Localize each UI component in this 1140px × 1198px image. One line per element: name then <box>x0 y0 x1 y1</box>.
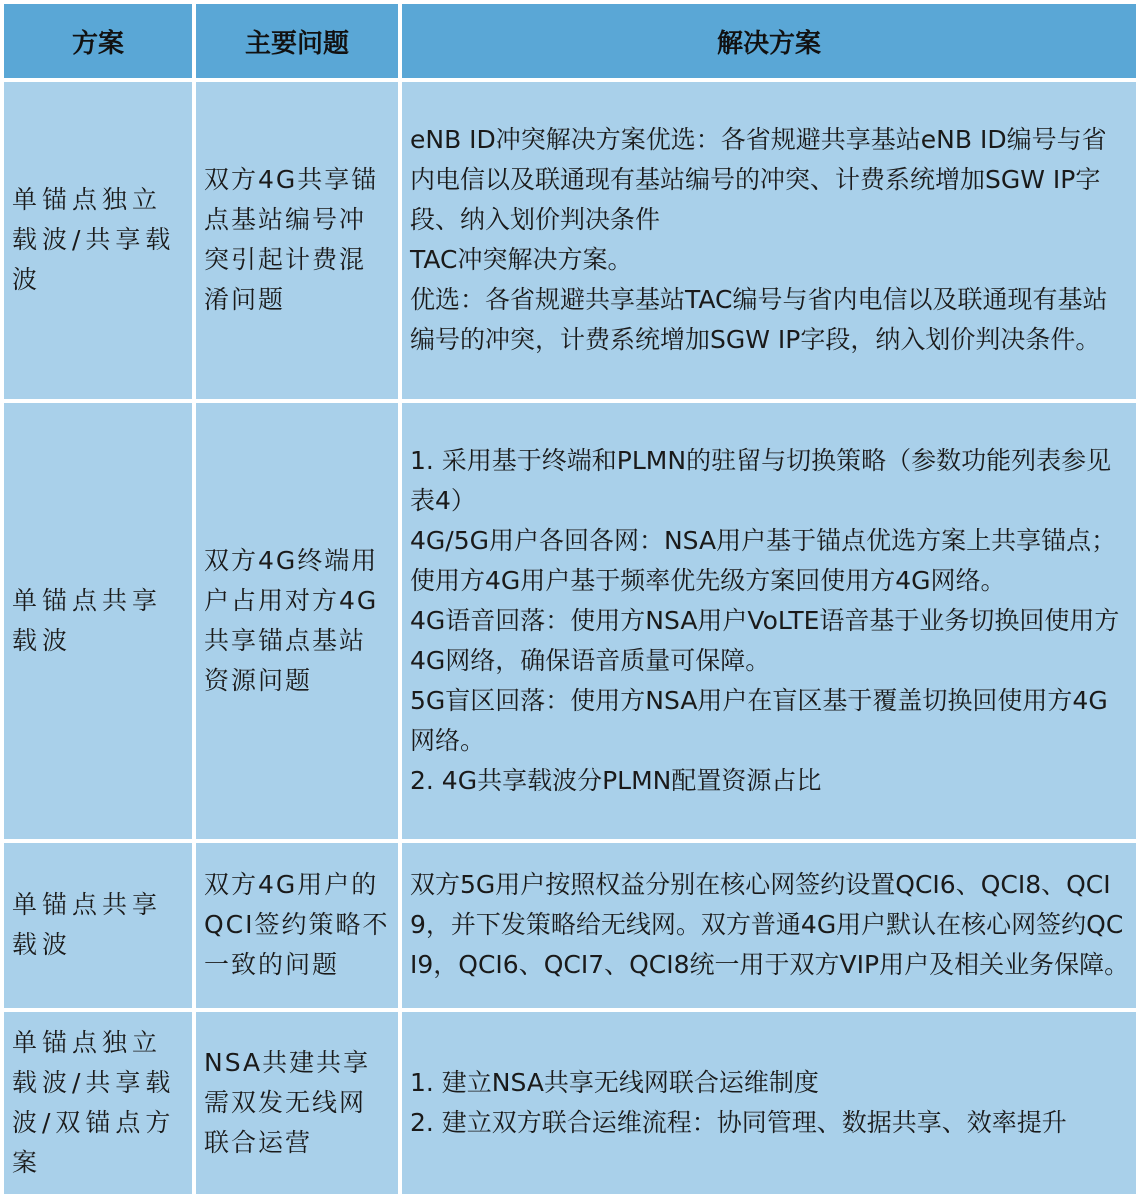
table-row <box>4 1012 1136 1194</box>
problem-cell: NSA共建共享需双发无线网联合运营 <box>196 1012 398 1194</box>
solution-line: 2. 建立双方联合运维流程：协同管理、数据共享、效率提升 <box>410 1107 1067 1137</box>
problem-cell: 双方4G终端用户占用对方4G共享锚点基站资源问题 <box>196 403 398 840</box>
solution-line: 4G/5G用户各回各网：NSA用户基于锚点优选方案上共享锚点；使用方4G用户基于频率优先级方案回使用方4G网络。 <box>410 525 1117 595</box>
solution-cell <box>402 843 1136 1007</box>
scheme-cell: 单锚点共享载波 <box>4 403 192 840</box>
header-problem: 主要问题 <box>196 4 398 78</box>
solution-line: 4G语音回落：使用方NSA用户VoLTE语音基于业务切换回使用方4G网络，确保语音质量可保障。 <box>410 605 1120 675</box>
solution-line: 2. 4G共享载波分PLMN配置资源占比 <box>410 765 822 795</box>
header-solution: 解决方案 <box>402 4 1136 78</box>
solution-line: 1. 采用基于终端和PLMN的驻留与切换策略（参数功能列表参见表4） <box>410 445 1112 515</box>
scheme-cell: 单锚点独立载波/共享载波 <box>4 82 192 399</box>
scheme-cell: 单锚点独立载波/共享载波/双锚点方案 <box>4 1012 192 1194</box>
problem-cell: 双方4G共享锚点基站编号冲突引起计费混淆问题 <box>196 82 398 399</box>
header-scheme: 方案 <box>4 4 192 78</box>
solution-line: eNB ID冲突解决方案优选：各省规避共享基站eNB ID编号与省内电信以及联通现有基站编号的冲突、计费系统增加SGW IP字段、纳入划价判决条件 <box>410 125 1107 235</box>
solution-line: 5G盲区回落：使用方NSA用户在盲区基于覆盖切换回使用方4G网络。 <box>410 685 1108 755</box>
table-row <box>4 82 1136 399</box>
solution-line: TAC冲突解决方案。 <box>410 245 633 275</box>
header-row <box>4 4 1136 78</box>
table-row <box>4 843 1136 1007</box>
scheme-cell: 单锚点共享载波 <box>4 843 192 1007</box>
solution-line: 1. 建立NSA共享无线网联合运维制度 <box>410 1067 819 1097</box>
solution-line: 双方5G用户按照权益分别在核心网签约设置QCI6、QCI8、QCI9，并下发策略给无线网。双方普通4G用户默认在核心网签约QCI9，QCI6、QCI7、QCI8统一用于双方VIP用户及相关业务保障。 <box>410 870 1130 980</box>
solution-cell <box>402 403 1136 840</box>
problem-cell: 双方4G用户的QCI签约策略不一致的问题 <box>196 843 398 1007</box>
solution-cell <box>402 1012 1136 1194</box>
table-row <box>4 403 1136 840</box>
solution-cell <box>402 82 1136 399</box>
solution-line: 优选：各省规避共享基站TAC编号与省内电信以及联通现有基站编号的冲突，计费系统增加SGW IP字段，纳入划价判决条件。 <box>410 285 1108 355</box>
